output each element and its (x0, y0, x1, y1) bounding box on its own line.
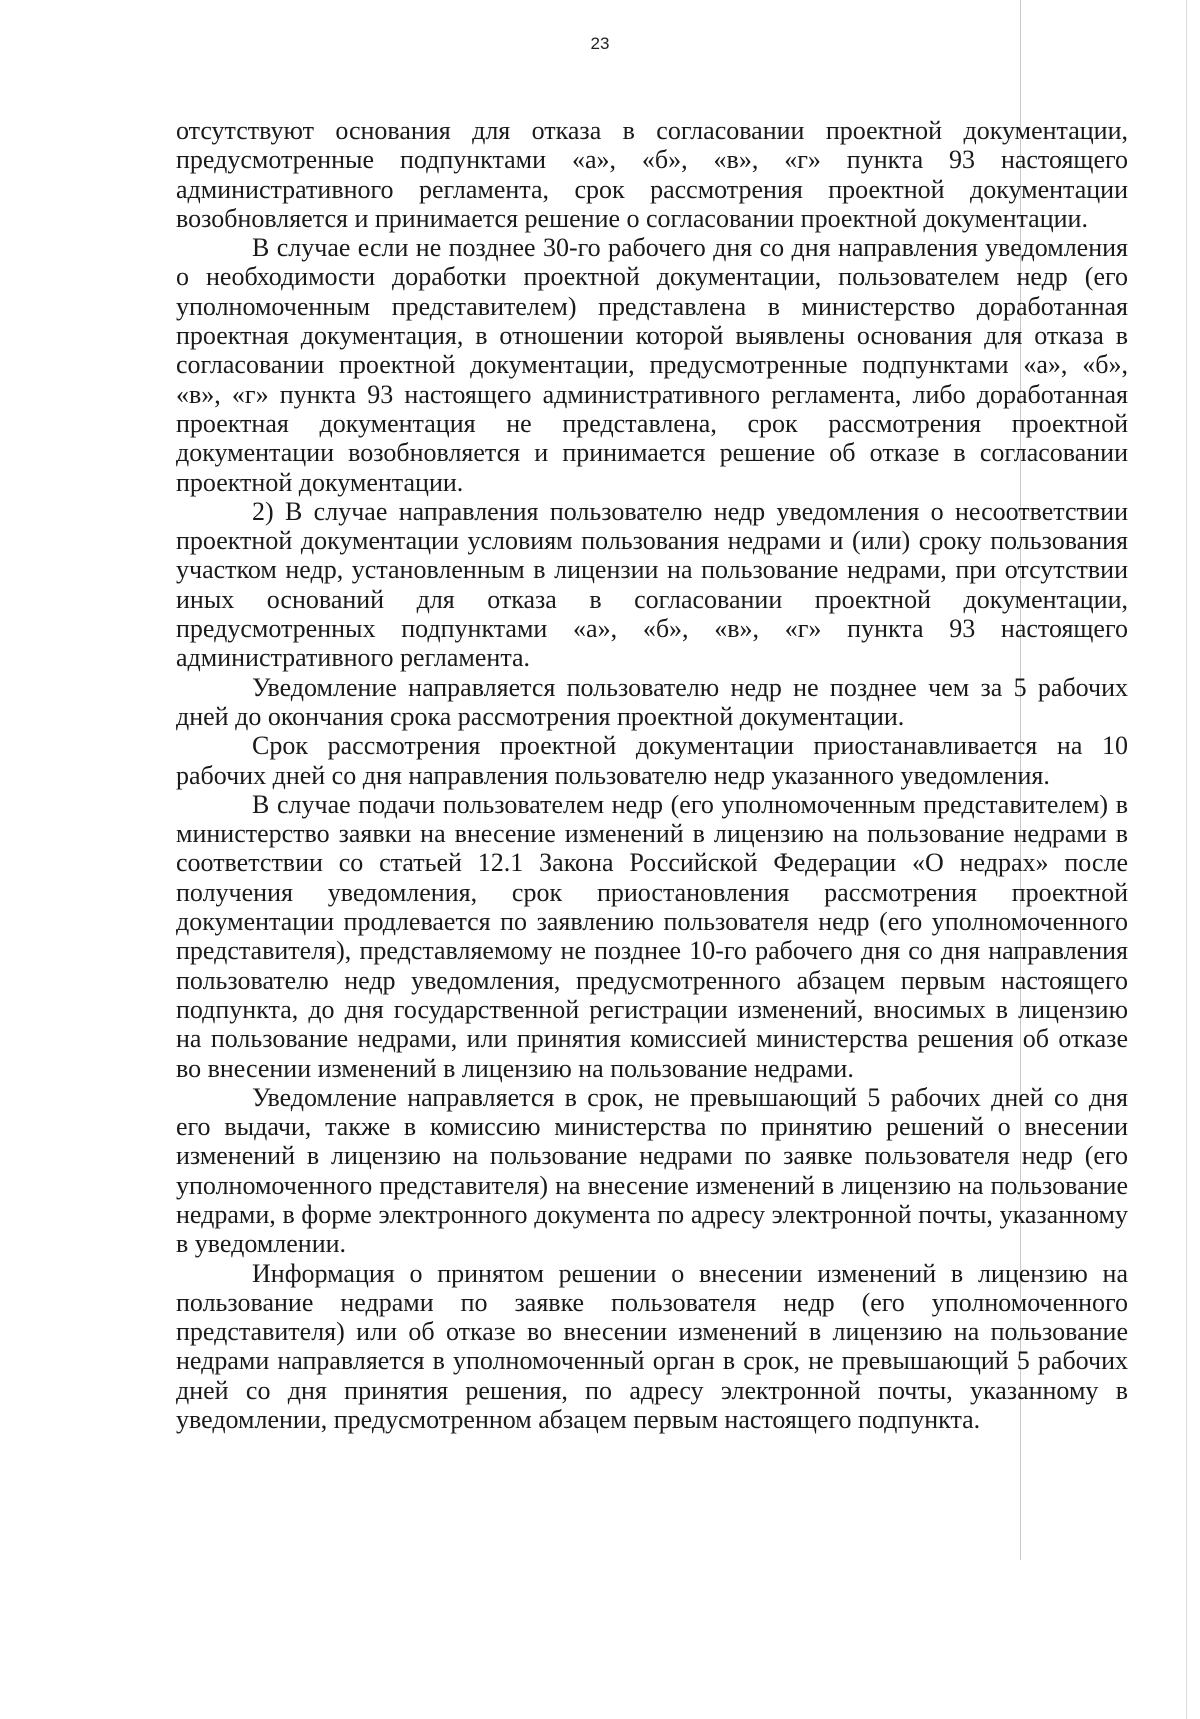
document-body (176, 116, 1128, 1434)
paragraph: Уведомление направляется пользователю недр не позднее чем за 5 рабочих дней до окончания срока рассмотрения проектной документации. (176, 672, 1128, 731)
paragraph: В случае подачи пользователем недр (его уполномоченным представителем) в министерство заявки на внесение изменений в лицензию на пользование недрами в соответствии со статьей 12.1 Закона Российской Федерации «О недрах» после получения уведомления, срок приостановления рассмотрения проектной документации продлевается по заявлению пользователя недр (его уполномоченного представителя), представляемому не позднее 10-го рабочего дня со дня направления пользователю недр уведомления, предусмотренного абзацем первым настоящего подпункта, до дня государственной регистрации изменений, вносимых в лицензию на пользование недрами, или принятия комиссией министерства решения об отказе во внесении изменений в лицензию на пользование недрами. (176, 789, 1128, 1083)
paragraph: Информация о принятом решении о внесении изменений в лицензию на пользование недрами по заявке пользователя недр (его уполномоченного представителя) или об отказе во внесении изменений в лицензию на пользование недрами направляется в уполномоченный орган в срок, не превышающий 5 рабочих дней со дня принятия решения, по адресу электронной почты, указанному в уведомлении, предусмотренном абзацем первым настоящего подпункта. (176, 1258, 1128, 1435)
paragraph: Уведомление направляется в срок, не превышающий 5 рабочих дней со дня его выдачи, также в комиссию министерства по принятию решений о внесении изменений в лицензию на пользование недрами по заявке пользователя недр (его уполномоченного представителя) на внесение изменений в лицензию на пользование недрами, в форме электронного документа по адресу электронной почты, указанному в уведомлении. (176, 1082, 1128, 1259)
paragraph: Срок рассмотрения проектной документации приостанавливается на 10 рабочих дней со дня направления пользователю недр указанного уведомления. (176, 731, 1128, 790)
paragraph: 2) В случае направления пользователю недр уведомления о несоответствии проектной документации условиям пользования недрами и (или) сроку пользования участком недр, установленным в лицензии на пользование недрами, при отсутствии иных оснований для отказа в согласовании проектной документации, предусмотренных подпунктами «а», «б», «в», «г» пункта 93 настоящего административного регламента. (176, 496, 1128, 673)
paragraph: отсутствуют основания для отказа в согласовании проектной документации, предусмотренные подпунктами «а», «б», «в», «г» пункта 93 настоящего административного регламента, срок рассмотрения проектной документации возобновляется и принимается решение о согласовании проектной документации. (176, 116, 1128, 233)
scan-edge-line (1186, 0, 1187, 1719)
paragraph: В случае если не позднее 30-го рабочего дня со дня направления уведомления о необходимости доработки проектной документации, пользователем недр (его уполномоченным представителем) представлена в министерство доработанная проектная документация, в отношении которой выявлены основания для отказа в согласовании проектной документации, предусмотренные подпунктами «а», «б», «в», «г» пункта 93 настоящего административного регламента, либо доработанная проектная документация не представлена, срок рассмотрения проектной документации возобновляется и принимается решение об отказе в согласовании проектной документации. (176, 233, 1128, 497)
page-number: 23 (590, 34, 610, 53)
